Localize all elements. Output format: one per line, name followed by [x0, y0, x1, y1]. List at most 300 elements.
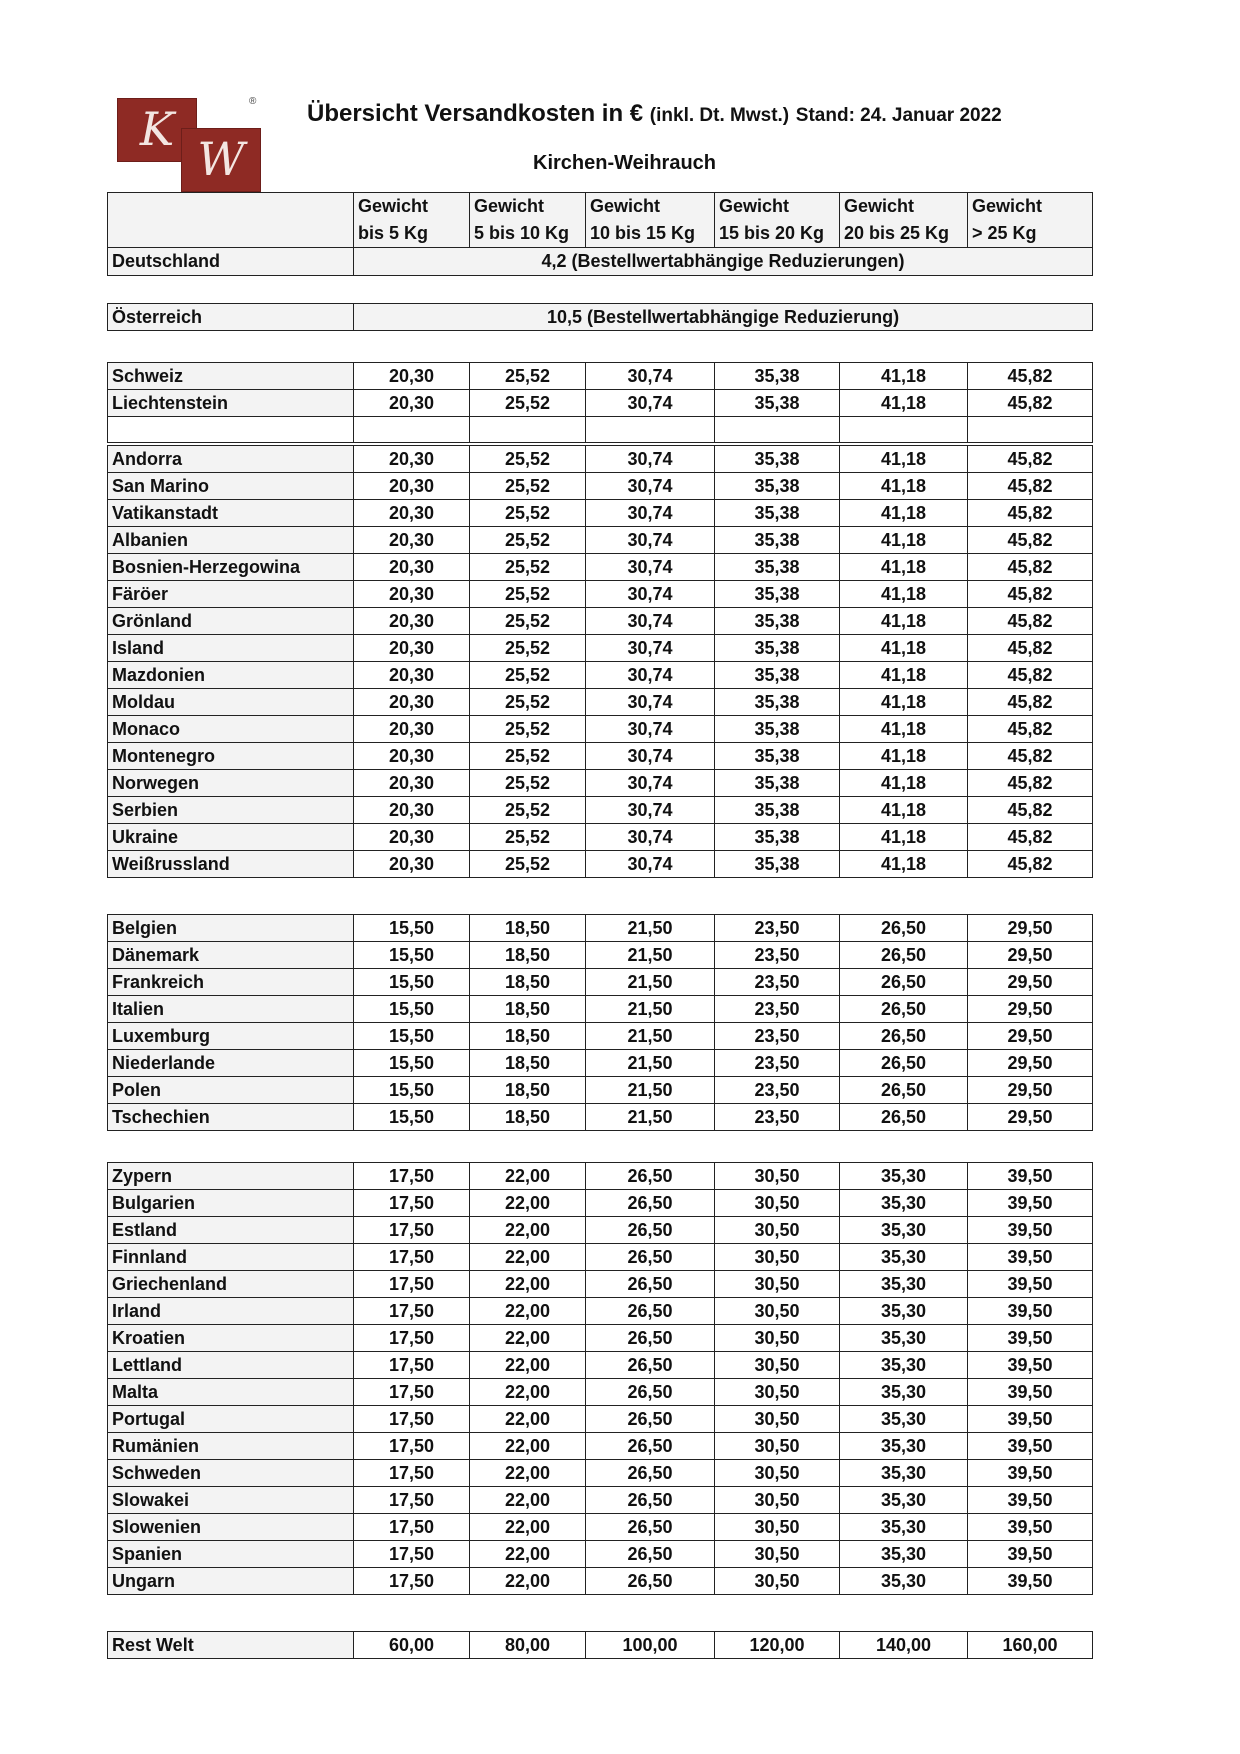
table-row — [108, 1514, 1093, 1541]
company-logo — [117, 98, 263, 190]
price-cell: 41,18 — [840, 608, 968, 635]
table-row — [108, 1568, 1093, 1595]
price-cell: 26,50 — [586, 1433, 715, 1460]
price-group-3 — [107, 1162, 1093, 1595]
price-cell: 35,30 — [840, 1541, 968, 1568]
country-cell: Moldau — [108, 689, 354, 716]
price-cell: 23,50 — [715, 969, 840, 996]
price-cell: 25,52 — [470, 608, 586, 635]
price-cell: 39,50 — [968, 1298, 1093, 1325]
price-cell: 20,30 — [354, 851, 470, 878]
country-cell: Serbien — [108, 797, 354, 824]
price-cell: 20,30 — [354, 770, 470, 797]
price-cell: 29,50 — [968, 1050, 1093, 1077]
price-cell: 35,38 — [715, 662, 840, 689]
price-cell: 30,74 — [586, 662, 715, 689]
price-cell: 45,82 — [968, 770, 1093, 797]
title-main: Übersicht Versandkosten in € — [307, 100, 644, 127]
price-cell: 39,50 — [968, 1433, 1093, 1460]
price-cell: 20,30 — [354, 797, 470, 824]
price-cell: 25,52 — [470, 500, 586, 527]
price-cell: 22,00 — [470, 1352, 586, 1379]
price-cell: 30,74 — [586, 581, 715, 608]
price-cell: 26,50 — [586, 1460, 715, 1487]
price-cell: 35,38 — [715, 689, 840, 716]
price-cell: 39,50 — [968, 1244, 1093, 1271]
price-cell: 30,50 — [715, 1244, 840, 1271]
price-cell: 21,50 — [586, 1077, 715, 1104]
price-cell: 15,50 — [354, 915, 470, 942]
germany-price-note: 4,2 (Bestellwertabhängige Reduzierungen) — [354, 248, 1093, 276]
price-cell: 18,50 — [470, 1023, 586, 1050]
price-cell: 25,52 — [470, 662, 586, 689]
price-cell: 20,30 — [354, 743, 470, 770]
price-cell: 22,00 — [470, 1433, 586, 1460]
price-cell: 25,52 — [470, 363, 586, 390]
price-cell: 18,50 — [470, 915, 586, 942]
price-cell: 20,30 — [354, 500, 470, 527]
logo-k-square: K — [117, 98, 197, 162]
price-cell: 20,30 — [354, 662, 470, 689]
price-cell: 35,38 — [715, 743, 840, 770]
price-cell: 30,50 — [715, 1514, 840, 1541]
price-cell: 26,50 — [586, 1244, 715, 1271]
table-row-germany — [108, 248, 1093, 276]
table-row — [108, 1487, 1093, 1514]
price-cell: 26,50 — [840, 915, 968, 942]
price-cell: 25,52 — [470, 446, 586, 473]
price-cell: 30,74 — [586, 608, 715, 635]
price-cell: 35,30 — [840, 1460, 968, 1487]
price-cell: 41,18 — [840, 473, 968, 500]
price-cell: 17,50 — [354, 1352, 470, 1379]
country-cell: Grönland — [108, 608, 354, 635]
price-cell: 30,50 — [715, 1298, 840, 1325]
price-cell: 15,50 — [354, 1104, 470, 1131]
country-cell: Ukraine — [108, 824, 354, 851]
price-cell: 22,00 — [470, 1298, 586, 1325]
table-row — [108, 527, 1093, 554]
country-cell: Frankreich — [108, 969, 354, 996]
table-row — [108, 824, 1093, 851]
price-cell: 35,30 — [840, 1325, 968, 1352]
price-cell: 26,50 — [586, 1568, 715, 1595]
table-row — [108, 1104, 1093, 1131]
price-cell: 15,50 — [354, 969, 470, 996]
price-cell: 23,50 — [715, 996, 840, 1023]
table-row — [108, 1433, 1093, 1460]
price-cell: 26,50 — [586, 1352, 715, 1379]
table-row — [108, 797, 1093, 824]
price-cell: 160,00 — [968, 1632, 1093, 1659]
price-cell: 35,38 — [715, 473, 840, 500]
price-cell: 45,82 — [968, 390, 1093, 417]
price-cell: 35,38 — [715, 770, 840, 797]
price-cell: 35,38 — [715, 363, 840, 390]
price-cell: 45,82 — [968, 689, 1093, 716]
table-row — [108, 473, 1093, 500]
price-cell: 18,50 — [470, 996, 586, 1023]
price-cell: 20,30 — [354, 363, 470, 390]
table-row — [108, 969, 1093, 996]
price-cell: 30,50 — [715, 1163, 840, 1190]
column-header: Gewicht 5 bis 10 Kg — [470, 193, 586, 248]
price-cell: 41,18 — [840, 689, 968, 716]
price-cell: 26,50 — [840, 1050, 968, 1077]
price-cell: 20,30 — [354, 473, 470, 500]
price-cell: 30,74 — [586, 363, 715, 390]
price-cell: 17,50 — [354, 1244, 470, 1271]
price-cell: 26,50 — [586, 1163, 715, 1190]
table-row-austria — [108, 304, 1093, 331]
registered-mark: ® — [249, 96, 257, 107]
price-cell: 39,50 — [968, 1487, 1093, 1514]
price-cell: 25,52 — [470, 824, 586, 851]
table-row — [108, 554, 1093, 581]
price-cell: 45,82 — [968, 743, 1093, 770]
price-cell: 23,50 — [715, 1050, 840, 1077]
price-cell: 25,52 — [470, 473, 586, 500]
table-row — [108, 716, 1093, 743]
table-row — [108, 1298, 1093, 1325]
price-cell: 30,74 — [586, 554, 715, 581]
price-cell: 17,50 — [354, 1190, 470, 1217]
price-cell: 30,50 — [715, 1379, 840, 1406]
price-cell: 30,74 — [586, 635, 715, 662]
price-cell: 35,38 — [715, 716, 840, 743]
price-cell: 30,74 — [586, 500, 715, 527]
price-cell: 35,38 — [715, 554, 840, 581]
table-row — [108, 689, 1093, 716]
price-cell: 15,50 — [354, 942, 470, 969]
price-cell: 39,50 — [968, 1541, 1093, 1568]
table-row — [108, 1541, 1093, 1568]
price-cell: 45,82 — [968, 581, 1093, 608]
column-header: Gewicht bis 5 Kg — [354, 193, 470, 248]
price-cell: 26,50 — [586, 1379, 715, 1406]
price-cell: 15,50 — [354, 1077, 470, 1104]
table-row — [108, 662, 1093, 689]
price-cell: 30,74 — [586, 770, 715, 797]
price-cell: 29,50 — [968, 996, 1093, 1023]
country-cell: Polen — [108, 1077, 354, 1104]
price-cell: 45,82 — [968, 554, 1093, 581]
price-cell: 39,50 — [968, 1163, 1093, 1190]
price-cell: 17,50 — [354, 1406, 470, 1433]
price-cell: 35,30 — [840, 1514, 968, 1541]
price-cell: 30,50 — [715, 1541, 840, 1568]
price-cell: 35,30 — [840, 1487, 968, 1514]
country-cell: Dänemark — [108, 942, 354, 969]
price-cell: 26,50 — [840, 1104, 968, 1131]
price-cell: 26,50 — [586, 1325, 715, 1352]
price-cell: 41,18 — [840, 716, 968, 743]
price-cell: 22,00 — [470, 1541, 586, 1568]
country-cell: Rest Welt — [108, 1632, 354, 1659]
price-cell: 26,50 — [840, 942, 968, 969]
price-cell: 22,00 — [470, 1271, 586, 1298]
price-cell: 25,52 — [470, 390, 586, 417]
price-cell: 30,74 — [586, 716, 715, 743]
table-row — [108, 851, 1093, 878]
header-empty-cell — [108, 193, 354, 248]
table-row — [108, 770, 1093, 797]
country-cell: Portugal — [108, 1406, 354, 1433]
price-cell: 45,82 — [968, 662, 1093, 689]
table-row — [108, 1325, 1093, 1352]
column-header: Gewicht > 25 Kg — [968, 193, 1093, 248]
price-cell: 18,50 — [470, 1104, 586, 1131]
country-cell: Griechenland — [108, 1271, 354, 1298]
austria-price-note: 10,5 (Bestellwertabhängige Reduzierung) — [354, 304, 1093, 331]
price-cell: 20,30 — [354, 635, 470, 662]
price-cell: 17,50 — [354, 1325, 470, 1352]
price-cell: 39,50 — [968, 1514, 1093, 1541]
country-cell: Tschechien — [108, 1104, 354, 1131]
country-cell: Kroatien — [108, 1325, 354, 1352]
price-cell: 29,50 — [968, 969, 1093, 996]
price-cell: 35,38 — [715, 581, 840, 608]
price-cell: 26,50 — [586, 1487, 715, 1514]
price-cell: 35,30 — [840, 1244, 968, 1271]
price-cell: 45,82 — [968, 716, 1093, 743]
price-cell: 20,30 — [354, 824, 470, 851]
price-cell: 23,50 — [715, 1023, 840, 1050]
table-row — [108, 915, 1093, 942]
table-row — [108, 635, 1093, 662]
price-cell: 25,52 — [470, 770, 586, 797]
price-cell: 45,82 — [968, 473, 1093, 500]
blank-cell — [715, 417, 840, 443]
price-cell: 39,50 — [968, 1325, 1093, 1352]
table-row — [108, 500, 1093, 527]
price-cell: 25,52 — [470, 716, 586, 743]
country-cell: Spanien — [108, 1541, 354, 1568]
title-vat-note: (inkl. Dt. Mwst.) — [649, 105, 790, 126]
price-cell: 26,50 — [586, 1298, 715, 1325]
table-row — [108, 446, 1093, 473]
price-cell: 45,82 — [968, 500, 1093, 527]
price-cell: 35,38 — [715, 390, 840, 417]
price-cell: 23,50 — [715, 942, 840, 969]
price-cell: 35,30 — [840, 1190, 968, 1217]
price-cell: 18,50 — [470, 1050, 586, 1077]
price-cell: 20,30 — [354, 527, 470, 554]
price-group-1 — [107, 445, 1093, 878]
price-cell: 30,74 — [586, 824, 715, 851]
price-cell: 45,82 — [968, 824, 1093, 851]
price-cell: 35,30 — [840, 1568, 968, 1595]
price-cell: 41,18 — [840, 770, 968, 797]
country-cell: Irland — [108, 1298, 354, 1325]
price-cell: 35,30 — [840, 1352, 968, 1379]
price-cell: 26,50 — [586, 1271, 715, 1298]
price-cell: 20,30 — [354, 716, 470, 743]
price-cell: 140,00 — [840, 1632, 968, 1659]
price-cell: 26,50 — [586, 1190, 715, 1217]
blank-cell — [108, 417, 354, 443]
price-cell: 39,50 — [968, 1379, 1093, 1406]
price-cell: 23,50 — [715, 1077, 840, 1104]
country-cell: Belgien — [108, 915, 354, 942]
country-cell: Norwegen — [108, 770, 354, 797]
price-cell: 30,74 — [586, 689, 715, 716]
country-cell: Liechtenstein — [108, 390, 354, 417]
table-row — [108, 1217, 1093, 1244]
price-cell: 21,50 — [586, 942, 715, 969]
price-cell: 29,50 — [968, 1077, 1093, 1104]
price-cell: 30,50 — [715, 1352, 840, 1379]
table-row — [108, 996, 1093, 1023]
table-row — [108, 942, 1093, 969]
price-cell: 45,82 — [968, 527, 1093, 554]
price-cell: 25,52 — [470, 581, 586, 608]
price-cell: 39,50 — [968, 1217, 1093, 1244]
table-row — [108, 1190, 1093, 1217]
price-cell: 25,52 — [470, 743, 586, 770]
price-cell: 20,30 — [354, 390, 470, 417]
blank-cell — [586, 417, 715, 443]
table-row — [108, 743, 1093, 770]
price-cell: 41,18 — [840, 851, 968, 878]
header-table — [107, 192, 1093, 276]
price-cell: 80,00 — [470, 1632, 586, 1659]
price-cell: 25,52 — [470, 851, 586, 878]
price-cell: 23,50 — [715, 915, 840, 942]
country-cell: Deutschland — [108, 248, 354, 276]
price-cell: 30,74 — [586, 797, 715, 824]
blank-cell — [354, 417, 470, 443]
column-header: Gewicht 10 bis 15 Kg — [586, 193, 715, 248]
price-cell: 35,30 — [840, 1298, 968, 1325]
price-cell: 35,38 — [715, 446, 840, 473]
price-cell: 22,00 — [470, 1379, 586, 1406]
price-cell: 30,74 — [586, 743, 715, 770]
price-cell: 21,50 — [586, 996, 715, 1023]
price-cell: 41,18 — [840, 581, 968, 608]
price-cell: 30,50 — [715, 1217, 840, 1244]
price-cell: 30,74 — [586, 527, 715, 554]
price-cell: 25,52 — [470, 527, 586, 554]
price-cell: 29,50 — [968, 915, 1093, 942]
column-header: Gewicht 20 bis 25 Kg — [840, 193, 968, 248]
price-cell: 100,00 — [586, 1632, 715, 1659]
price-group-2 — [107, 914, 1093, 1131]
price-cell: 20,30 — [354, 446, 470, 473]
price-cell: 35,38 — [715, 851, 840, 878]
price-cell: 45,82 — [968, 446, 1093, 473]
price-cell: 35,38 — [715, 797, 840, 824]
country-cell: Bosnien-Herzegowina — [108, 554, 354, 581]
column-header: Gewicht 15 bis 20 Kg — [715, 193, 840, 248]
table-row — [108, 390, 1093, 417]
title-date: Stand: 24. Januar 2022 — [795, 105, 1002, 126]
austria-table — [107, 303, 1093, 331]
price-cell: 25,52 — [470, 797, 586, 824]
table-row — [108, 1023, 1093, 1050]
country-cell: Montenegro — [108, 743, 354, 770]
table-row — [108, 1050, 1093, 1077]
price-cell: 39,50 — [968, 1460, 1093, 1487]
price-cell: 20,30 — [354, 608, 470, 635]
price-cell: 17,50 — [354, 1433, 470, 1460]
price-cell: 25,52 — [470, 554, 586, 581]
price-cell: 25,52 — [470, 689, 586, 716]
price-cell: 22,00 — [470, 1190, 586, 1217]
country-cell: Malta — [108, 1379, 354, 1406]
price-cell: 29,50 — [968, 1023, 1093, 1050]
table-row — [108, 581, 1093, 608]
price-cell: 35,30 — [840, 1406, 968, 1433]
country-cell: Finnland — [108, 1244, 354, 1271]
price-cell: 45,82 — [968, 797, 1093, 824]
table-row — [108, 1244, 1093, 1271]
country-cell: Österreich — [108, 304, 354, 331]
price-cell: 29,50 — [968, 942, 1093, 969]
price-group-4 — [107, 1631, 1093, 1659]
price-cell: 30,50 — [715, 1487, 840, 1514]
price-cell: 26,50 — [586, 1541, 715, 1568]
blank-row — [108, 417, 1093, 443]
price-cell: 41,18 — [840, 797, 968, 824]
price-cell: 39,50 — [968, 1568, 1093, 1595]
table-row — [108, 363, 1093, 390]
price-cell: 21,50 — [586, 1104, 715, 1131]
price-cell: 35,30 — [840, 1433, 968, 1460]
price-cell: 41,18 — [840, 363, 968, 390]
country-cell: Rumänien — [108, 1433, 354, 1460]
price-cell: 35,38 — [715, 527, 840, 554]
price-cell: 35,38 — [715, 635, 840, 662]
price-cell: 45,82 — [968, 363, 1093, 390]
table-row — [108, 1077, 1093, 1104]
price-cell: 45,82 — [968, 851, 1093, 878]
price-cell: 22,00 — [470, 1244, 586, 1271]
price-cell: 21,50 — [586, 1050, 715, 1077]
price-cell: 17,50 — [354, 1298, 470, 1325]
price-cell: 26,50 — [840, 969, 968, 996]
price-cell: 120,00 — [715, 1632, 840, 1659]
price-cell: 30,50 — [715, 1433, 840, 1460]
table-row — [108, 1379, 1093, 1406]
price-cell: 35,38 — [715, 500, 840, 527]
country-cell: Luxemburg — [108, 1023, 354, 1050]
price-cell: 22,00 — [470, 1325, 586, 1352]
table-row — [108, 1460, 1093, 1487]
country-cell: Slowenien — [108, 1514, 354, 1541]
page-title — [307, 100, 1002, 128]
price-cell: 39,50 — [968, 1190, 1093, 1217]
table-row — [108, 1163, 1093, 1190]
price-cell: 20,30 — [354, 554, 470, 581]
country-cell: Schweiz — [108, 363, 354, 390]
country-cell: Färöer — [108, 581, 354, 608]
country-cell: Island — [108, 635, 354, 662]
price-cell: 17,50 — [354, 1514, 470, 1541]
price-cell: 41,18 — [840, 446, 968, 473]
price-cell: 26,50 — [840, 1023, 968, 1050]
country-cell: Mazdonien — [108, 662, 354, 689]
price-cell: 17,50 — [354, 1460, 470, 1487]
price-cell: 26,50 — [840, 996, 968, 1023]
blank-cell — [840, 417, 968, 443]
price-cell: 41,18 — [840, 527, 968, 554]
country-cell: Zypern — [108, 1163, 354, 1190]
price-cell: 30,50 — [715, 1568, 840, 1595]
country-cell: Andorra — [108, 446, 354, 473]
price-cell: 35,30 — [840, 1271, 968, 1298]
price-cell: 45,82 — [968, 608, 1093, 635]
